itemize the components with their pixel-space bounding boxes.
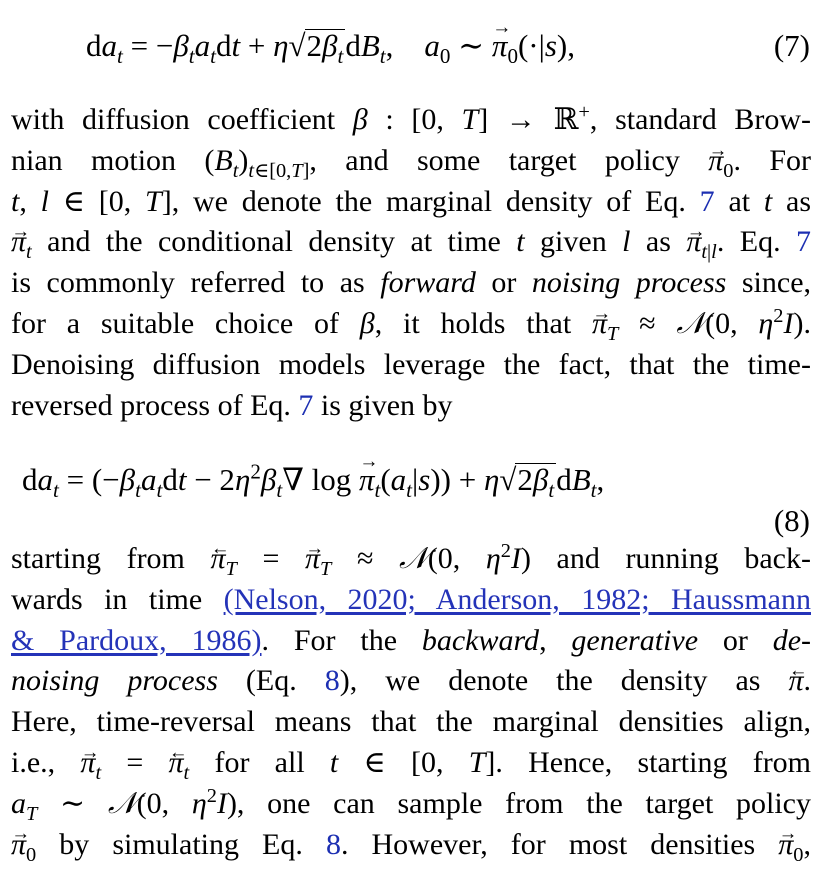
eq-7-link[interactable]: 7 — [796, 225, 811, 259]
paragraph-2-line: → $\pi_0$ by simulating Eq. 8. However, for most densities → $\pi_0$, — [11, 825, 811, 866]
paragraph-2-line: $a_T$ ∼ 𝒩(0, $\eta^2I$), one can sample from the target policy — [11, 784, 811, 825]
equation-7-number: (7) — [773, 28, 810, 63]
paragraph-1-line: Denoising diffusion models leverage the fact, that the time- — [11, 347, 811, 381]
citation-link[interactable]: (Nelson, 2020; Anderson, 1982; Haussmann — [223, 582, 811, 616]
paragraph-2-line: Here, time-reversal means that the marginal densities align, — [11, 705, 811, 739]
paragraph-1-line: t, l ∈ [0, T], we denote the marginal density of Eq. 7 at t as — [11, 184, 812, 218]
paragraph-2-line: i.e., → $\pi_t$ = ← $\pi_t$ for all t ∈ [0, T]. Hence, starting from — [11, 743, 811, 784]
paragraph-1-line: with diffusion coefficient β : [0, T] → ℝ+, standard Brow- — [11, 101, 812, 136]
equation-7-body: $da_t = -\beta_ta_tdt + \eta√2\beta_tdB_t$, $a_0$ ∼ → $\pi_0(\cdot|s)$, — [86, 28, 575, 64]
paragraph-1-line: nian motion $(B_t)_{t\in[0,T]}$, and some target policy → $\pi_0$. For — [11, 141, 811, 182]
paragraph-2-line: noising process (Eq. 8), we denote the density as ← π. — [11, 661, 811, 702]
paragraph-1-line: reversed process of Eq. 7 is given by — [11, 388, 453, 422]
eq-7-link[interactable]: 7 — [699, 184, 715, 218]
paragraph-1 — [11, 100, 811, 426]
paragraph-1-line: is commonly referred to as forward or noising process since, — [11, 266, 812, 300]
paragraph-1-line: for a suitable choice of β, it holds that → $\pi_T$ ≈ 𝒩(0, $\eta^2I$). — [11, 304, 811, 345]
paragraph-2-line: wards in time (Nelson, 2020; Anderson, 1982; Haussmann — [11, 582, 811, 616]
paragraph-2 — [11, 539, 811, 865]
eq-8-link[interactable]: 8 — [324, 664, 340, 698]
citation-link[interactable]: & Pardoux, 1986) — [11, 623, 262, 657]
eq-7-link[interactable]: 7 — [298, 388, 314, 422]
equation-8-number: (8) — [773, 503, 810, 538]
paragraph-1-line: → $\pi_t$ and the conditional density at time t given l as → $\pi_{t|l}$. Eq. 7 — [11, 222, 811, 263]
paragraph-2-line: starting from ← $\pi_T$ = → $\pi_T$ ≈ 𝒩(0, $\eta^2I$) and running back- — [11, 539, 811, 580]
eq-8-link[interactable]: 8 — [325, 827, 341, 861]
paragraph-2-line: & Pardoux, 1986). For the backward, generative or de- — [11, 623, 811, 657]
equation-8-body: $da_t = (-\beta_ta_tdt - 2\eta^2\beta_t\nabla$ $\log \to \pi_t(a_t|s)) + \eta√2\beta_tdB_t$, — [22, 462, 604, 498]
